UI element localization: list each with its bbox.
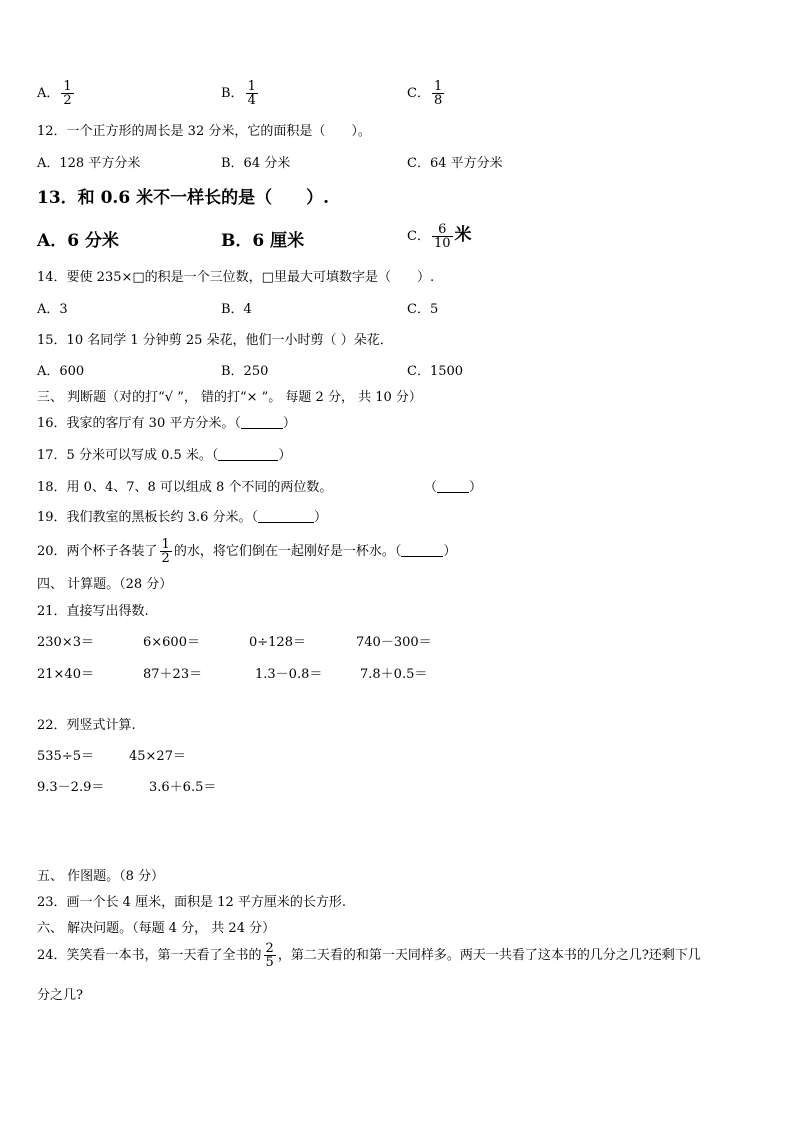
denominator: 10 <box>433 236 451 251</box>
option-label: C． <box>407 86 430 101</box>
question-13: 13．和 0.6 米不一样长的是（ ）. <box>37 188 329 208</box>
question-15: 15．10 名同学 1 分钟剪 25 朵花，他们一小时剪（ ）朵花． <box>37 333 393 348</box>
q14-option-a: A．3 <box>37 302 68 317</box>
section-3-heading: 三、 判断题（对的打“√ ”， 错的打“× ”。 每题 2 分， 共 10 分） <box>37 390 422 405</box>
calc-item: 535÷5＝ <box>37 749 94 764</box>
question-20 <box>37 538 456 565</box>
calc-item: 230×3＝ <box>37 635 94 650</box>
calc-item: 7.8＋0.5＝ <box>360 667 428 682</box>
question-12: 12．一个正方形的周长是 32 分米，它的面积是（ ）。 <box>37 124 371 139</box>
question-text: 16．我家的客厅有 30 平方分米。（ <box>37 416 241 431</box>
question-14: 14．要使 235×□的积是一个三位数，□里最大可填数字是（ ）. <box>37 270 435 285</box>
numerator: 2 <box>265 941 274 956</box>
q11-option-a <box>37 80 76 107</box>
question-16 <box>37 416 296 432</box>
question-24 <box>37 942 701 969</box>
section-5-heading: 五、 作图题。（8 分） <box>37 869 165 884</box>
calc-item: 0÷128＝ <box>249 635 306 650</box>
answer-blank[interactable] <box>218 448 278 461</box>
question-text: 18．用 0、4、7、8 可以组成 8 个不同的两位数。 <box>37 480 333 495</box>
numerator: 1 <box>433 79 443 94</box>
close-paren: ） <box>469 480 483 495</box>
answer-blank[interactable] <box>401 544 443 557</box>
question-24-line2: 分之几? <box>37 988 83 1003</box>
option-label: B． <box>221 86 244 101</box>
unit: 米 <box>454 225 472 245</box>
q12-option-b: B．64 分米 <box>221 156 291 171</box>
fraction <box>264 942 276 969</box>
denominator: 4 <box>247 93 256 108</box>
answer-blank[interactable] <box>437 480 469 493</box>
denominator: 2 <box>63 93 72 108</box>
question-18 <box>37 480 332 496</box>
q11-option-c <box>407 80 446 107</box>
q13-option-a: A．6 分米 <box>37 231 119 251</box>
question-17 <box>37 448 291 464</box>
question-text: 19．我们教室的黑板长约 3.6 分米。（ <box>37 510 258 525</box>
close-paren: ） <box>278 448 292 463</box>
q13-option-c <box>407 223 472 250</box>
q15-option-b: B．250 <box>221 364 269 379</box>
calc-item: 1.3－0.8＝ <box>255 667 323 682</box>
fraction <box>246 80 258 107</box>
q15-option-c: C．1500 <box>407 364 464 379</box>
question-text: 20．两个杯子各装了 <box>37 544 158 559</box>
q15-option-a: A．600 <box>37 364 85 379</box>
denominator: 2 <box>161 551 170 566</box>
calc-item: 45×27＝ <box>129 749 186 764</box>
q12-option-a: A．128 平方分米 <box>37 156 141 171</box>
question-23: 23．画一个长 4 厘米，面积是 12 平方厘米的长方形. <box>37 895 347 910</box>
fraction <box>432 80 444 107</box>
question-text: 17．5 分米可以写成 0.5 米。（ <box>37 448 219 463</box>
q14-option-c: C．5 <box>407 302 439 317</box>
denominator: 8 <box>433 93 443 108</box>
close-paren: ） <box>282 416 296 431</box>
answer-blank[interactable] <box>258 510 314 523</box>
open-paren: （ <box>424 480 438 495</box>
numerator: 1 <box>161 537 170 552</box>
question-18-answer <box>424 480 482 496</box>
numerator: 1 <box>63 79 72 94</box>
calc-item: 3.6＋6.5＝ <box>149 780 217 795</box>
question-text: 24．笑笑看一本书，第一天看了全书的 <box>37 948 262 963</box>
q13-option-b: B．6 厘米 <box>221 231 305 251</box>
question-19 <box>37 510 327 526</box>
section-6-heading: 六、 解决问题。（每题 4 分， 共 24 分） <box>37 921 276 936</box>
option-label: C． <box>407 229 430 244</box>
fraction <box>160 538 172 565</box>
question-text: 的水，将它们倒在一起刚好是一杯水。（ <box>173 544 402 559</box>
numerator: 1 <box>247 79 256 94</box>
calc-item: 9.3－2.9＝ <box>37 780 105 795</box>
option-label: A． <box>37 86 60 101</box>
question-text: ，第二天看的和第一天同样多。两天一共看了这本书的几分之几?还剩下几 <box>277 948 701 963</box>
close-paren: ） <box>443 544 457 559</box>
numerator: 6 <box>438 222 447 237</box>
section-4-heading: 四、 计算题。（28 分） <box>37 577 173 592</box>
calc-item: 6×600＝ <box>143 635 200 650</box>
denominator: 5 <box>265 955 274 970</box>
calc-item: 87＋23＝ <box>143 667 203 682</box>
fraction <box>61 80 73 107</box>
q12-option-c: C．64 平方分米 <box>407 156 503 171</box>
calc-item: 740－300＝ <box>356 635 432 650</box>
question-22-title: 22．列竖式计算. <box>37 718 136 733</box>
calc-item: 21×40＝ <box>37 667 94 682</box>
q11-option-b <box>221 80 260 107</box>
q14-option-b: B．4 <box>221 302 252 317</box>
close-paren: ） <box>313 510 327 525</box>
fraction <box>432 223 453 250</box>
answer-blank[interactable] <box>241 416 283 429</box>
question-21-title: 21．直接写出得数. <box>37 604 149 619</box>
